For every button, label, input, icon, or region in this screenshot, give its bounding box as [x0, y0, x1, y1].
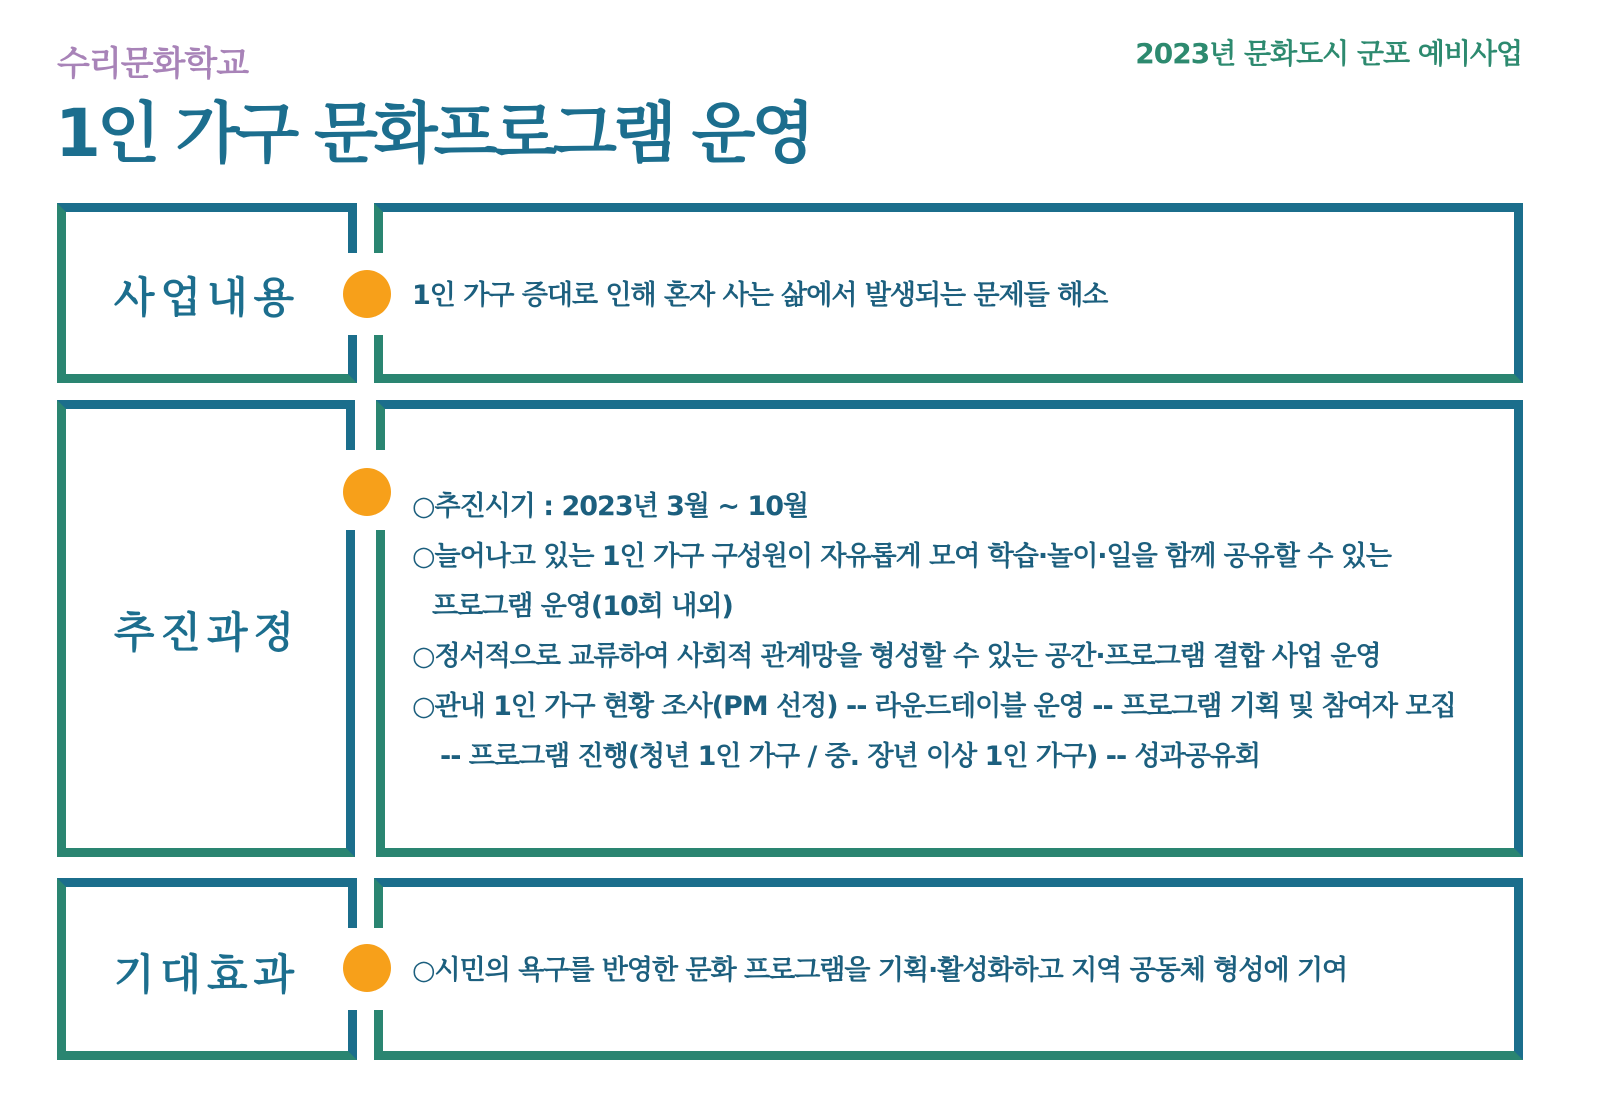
- page-title: 1인 가구 문화프로그램 운영: [55, 95, 812, 172]
- orange-dot-marker: [343, 944, 391, 992]
- content-frame: [376, 400, 1523, 857]
- content-line: 1인 가구 증대로 인해 혼자 사는 삶에서 발생되는 문제들 해소: [412, 280, 1108, 311]
- section-label: 기대효과: [113, 950, 301, 999]
- content-line: ○시민의 욕구를 반영한 문화 프로그램을 기획·활성화하고 지역 공동체 형성에 기여: [412, 955, 1348, 986]
- content-line: ○정서적으로 교류하여 사회적 관계망을 형성할 수 있는 공간·프로그램 결합 사업 운영: [412, 641, 1381, 672]
- section-progress: [57, 400, 1561, 857]
- orange-dot-marker: [343, 468, 391, 516]
- content-line: -- 프로그램 진행(청년 1인 가구 / 중. 장년 이상 1인 가구) -- 성과공유회: [440, 741, 1260, 772]
- section-business-content: [57, 203, 1561, 383]
- section-label: 사업내용: [113, 273, 301, 322]
- content-line: ○늘어나고 있는 1인 가구 구성원이 자유롭게 모여 학습·놀이·일을 함께 공유할 수 있는: [412, 541, 1391, 572]
- section-expected-effects: [57, 878, 1561, 1060]
- content-line: ○추진시기 : 2023년 3월 ~ 10월: [412, 491, 809, 522]
- program-subtitle: 수리문화학교: [57, 44, 249, 84]
- content-line: 프로그램 운영(10회 내외): [432, 591, 733, 622]
- section-label: 추진과정: [113, 608, 301, 657]
- project-tagline: 2023년 문화도시 군포 예비사업: [1135, 37, 1522, 70]
- content-line: ○관내 1인 가구 현황 조사(PM 선정) -- 라운드테이블 운영 -- 프로그램 기획 및 참여자 모집: [412, 691, 1456, 722]
- orange-dot-marker: [343, 270, 391, 318]
